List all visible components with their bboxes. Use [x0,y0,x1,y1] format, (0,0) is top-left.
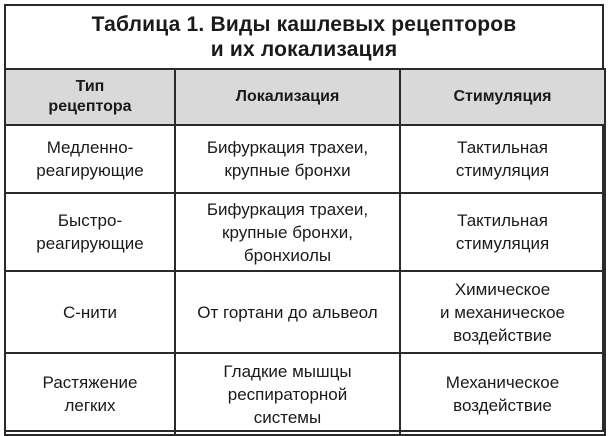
header-stimulation: Стимуляция [400,69,605,125]
cell-localization: Гладкие мышцы респираторной системы [175,353,400,435]
header-receptor-type: Тип рецептора [5,69,175,125]
cell-receptor-type: Быстро- реагирующие [5,193,175,271]
title-line-1: Таблица 1. Виды кашлевых рецепторов [91,13,517,36]
cell-receptor-type: С-нити [5,271,175,353]
header-localization: Локализация [175,69,400,125]
table-row [5,353,605,435]
table-row [5,193,605,271]
cell-receptor-type: Медленно- реагирующие [5,125,175,193]
table-frame [4,4,604,432]
header-row [5,69,605,125]
table-title [6,6,602,68]
cell-stimulation: Химическое и механическое воздействие [400,271,605,353]
table-row [5,125,605,193]
cell-stimulation: Механическое воздействие [400,353,605,435]
cell-localization: Бифуркация трахеи, крупные бронхи [175,125,400,193]
cell-stimulation: Тактильная стимуляция [400,193,605,271]
cell-receptor-type: Растяжение легких [5,353,175,435]
table-row [5,271,605,353]
cell-localization: Бифуркация трахеи, крупные бронхи, бронхиолы [175,193,400,271]
cell-stimulation: Тактильная стимуляция [400,125,605,193]
title-line-2: и их локализация [210,38,398,61]
receptor-table [4,68,606,436]
cell-localization: От гортани до альвеол [175,271,400,353]
